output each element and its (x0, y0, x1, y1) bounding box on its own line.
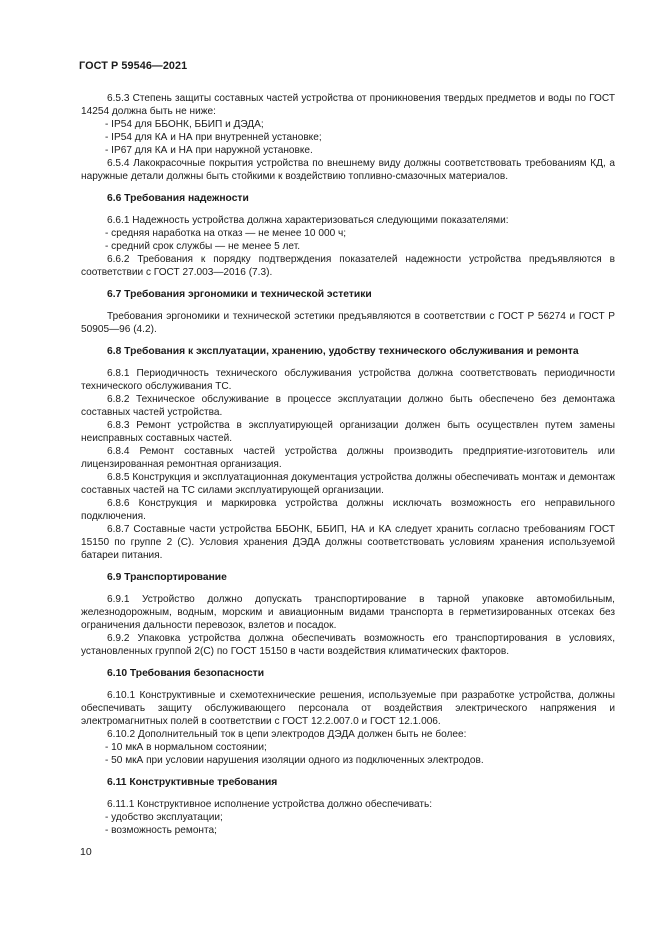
section-heading: 6.10 Требования безопасности (107, 668, 265, 679)
paragraph: 6.8.2 Техническое обслуживание в процессе эксплуатации должно быть обеспечено без демонтажа составных частей устройства. (81, 394, 615, 418)
paragraph: 6.9.1 Устройство должно допускать транспортирование в тарной упаковке автомобильным, железнодорожным, водным, морским и авиационным видами транспорта в герметизированных отсеках без ограничения дальности перевозок, взлетов и посадок. (81, 594, 615, 631)
spacer (81, 358, 615, 367)
list-item: - возможность ремонта; (105, 825, 217, 836)
paragraph: 6.5.4 Лакокрасочные покрытия устройства по внешнему виду должны соответствовать требованиям КД, а наружные детали должны быть стойкими к воздействию топливно-смазочных материалов. (81, 158, 615, 182)
spacer (81, 562, 615, 571)
paragraph: 6.8.3 Ремонт устройства в эксплуатирующей организации должен быть осуществлен путем замены неисправных составных частей. (81, 420, 615, 444)
list-item: - IP67 для КА и НА при наружной установке. (105, 145, 313, 156)
paragraph: 6.6.1 Надежность устройства должна характеризоваться следующими показателями: (107, 215, 509, 226)
paragraph: 6.8.1 Периодичность технического обслуживания устройства должна соответствовать периодичности технического обслуживания ТС. (81, 368, 615, 392)
section-heading: 6.7 Требования эргономики и технической эстетики (107, 289, 372, 300)
list-item: - IP54 для КА и НА при внутренней установке; (105, 132, 322, 143)
document-code-header: ГОСТ Р 59546—2021 (79, 60, 188, 72)
paragraph: 6.10.2 Дополнительный ток в цепи электродов ДЭДА должен быть не более: (107, 729, 467, 740)
paragraph: Требования эргономики и технической эстетики предъявляются в соответствии с ГОСТ Р 56274 и ГОСТ Р 50905—96 (4.2). (81, 311, 615, 335)
list-item: - удобство эксплуатации; (105, 812, 223, 823)
paragraph: 6.8.6 Конструкция и маркировка устройства должны исключать возможность его неправильного подключения. (81, 498, 615, 522)
document-body (81, 92, 615, 837)
spacer (81, 789, 615, 798)
section-heading: 6.8 Требования к эксплуатации, хранению, удобству технического обслуживания и ремонта (107, 346, 579, 357)
paragraph: 6.6.2 Требования к порядку подтверждения показателей надежности устройства предъявляются в соответствии с ГОСТ 27.003—2016 (7.3). (81, 254, 615, 278)
spacer (81, 680, 615, 689)
paragraph: 6.8.4 Ремонт составных частей устройства должны производить предприятие-изготовитель или лицензированная ремонтная организация. (81, 446, 615, 470)
list-item: - IP54 для ББОНК, ББИП и ДЭДА; (105, 119, 264, 130)
spacer (81, 301, 615, 310)
spacer (81, 767, 615, 776)
paragraph: 6.8.5 Конструкция и эксплуатационная документация устройства должны обеспечивать монтаж и демонтаж составных частей на ТС силами эксплуатирующей организации. (81, 472, 615, 496)
spacer (81, 658, 615, 667)
paragraph: 6.9.2 Упаковка устройства должна обеспечивать возможность его транспортирования в условиях, установленных группой 2(С) по ГОСТ 15150 в части воздействия климатических факторов. (81, 633, 615, 657)
list-item: - 10 мкА в нормальном состоянии; (105, 742, 267, 753)
section-heading: 6.6 Требования надежности (107, 193, 249, 204)
list-item: - средняя наработка на отказ — не менее 10 000 ч; (105, 228, 347, 239)
paragraph: 6.8.7 Составные части устройства ББОНК, ББИП, НА и КА следует хранить согласно требованиям ГОСТ 15150 по группе 2 (С). Условия хранения ДЭДА должны соответствовать условиям хранения используемой батареи питания. (81, 524, 615, 561)
spacer (81, 205, 615, 214)
section-heading: 6.9 Транспортирование (107, 572, 227, 583)
section-heading: 6.11 Конструктивные требования (107, 777, 278, 788)
paragraph: 6.11.1 Конструктивное исполнение устройства должно обеспечивать: (107, 799, 433, 810)
page-number: 10 (80, 846, 92, 858)
list-item: - средний срок службы — не менее 5 лет. (105, 241, 301, 252)
paragraph: 6.10.1 Конструктивные и схемотехнические решения, используемые при разработке устройства, должны обеспечивать защиту обслуживающего персонала от воздействия электрического напряжения и электромагнитных полей в соответствии с ГОСТ 12.2.007.0 и ГОСТ 12.1.006. (81, 690, 615, 727)
spacer (81, 336, 615, 345)
list-item: - 50 мкА при условии нарушения изоляции одного из подключенных электродов. (105, 755, 484, 766)
spacer (81, 584, 615, 593)
spacer (81, 183, 615, 192)
paragraph: 6.5.3 Степень защиты составных частей устройства от проникновения твердых предметов и воды по ГОСТ 14254 должна быть не ниже: (81, 93, 615, 117)
spacer (81, 279, 615, 288)
